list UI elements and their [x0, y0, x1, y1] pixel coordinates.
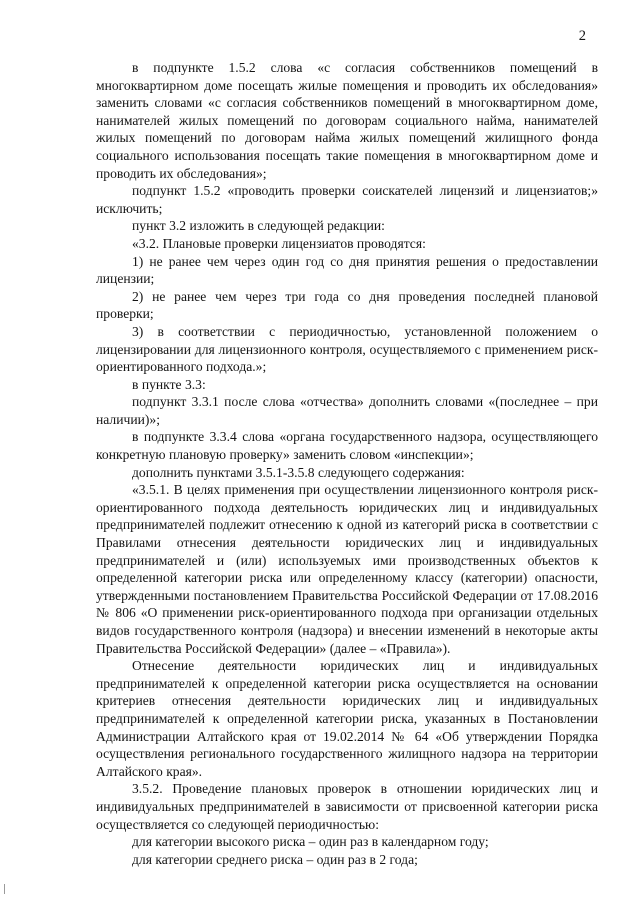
paragraph: для категории высокого риска – один раз в календарном году;	[132, 834, 489, 850]
paragraph: пункт 3.2 изложить в следующей редакции:	[132, 218, 385, 234]
paragraph: подпункт 3.3.1 после слова «отчества» дополнить словами «(последнее – при наличии)»;	[96, 394, 598, 427]
paragraph: Отнесение деятельности юридических лиц и индивидуальных предпринимателей к определенной категории риска осуществляется на основании критериев отнесения деятельности юридических лиц и индивидуальных предпринимателей к определенной категории риска, указанных в Постановлении Администрации Алтайского края от 19.02.2014 № 64 «Об утверждении Порядка осуществления регионального государственного жилищного надзора на территории Алтайского края».	[96, 658, 598, 779]
paragraph: в подпункте 1.5.2 слова «с согласия собственников помещений в многоквартирном доме посещать жилые помещения и проводить их обследования» заменить словами «с согласия собственников помещений в многоквартирном доме, нанимателей жилых помещений по договорам социального найма, нанимателей жилых помещений по договорам найма жилых помещений жилищного фонда социального использования посещать такие помещения в многоквартирном доме и проводить их обследования»;	[96, 60, 598, 181]
scan-edge-mark	[4, 884, 5, 894]
paragraph: «3.2. Плановые проверки лицензиатов проводятся:	[132, 235, 426, 251]
paragraph: 3.5.2. Проведение плановых проверок в отношении юридических лиц и индивидуальных предпринимателей в зависимости от присвоенной категории риска осуществляется со следующей периодичностью:	[96, 781, 598, 832]
paragraph: 2) не ранее чем через три года со дня проведения последней плановой проверки;	[96, 288, 598, 322]
page-number: 2	[578, 28, 586, 44]
paragraph: для категории среднего риска – один раз в 2 года;	[132, 851, 418, 867]
paragraph: в подпункте 3.3.4 слова «органа государственного надзора, осуществляющего конкретную плановую проверку» заменить словом «инспекции»;	[96, 429, 598, 463]
paragraph: в пункте 3.3:	[132, 376, 206, 392]
paragraph: дополнить пунктами 3.5.1-3.5.8 следующего содержания:	[132, 464, 465, 480]
paragraph: «3.5.1. В целях применения при осуществлении лицензионного контроля риск-ориентированного подхода деятельность юридических лиц и индивидуальных предпринимателей подлежит отнесению к одной из категорий риска в соответствии с Правилами отнесения деятельности юридических лиц и индивидуальных предпринимателей и (или) используемых ими производственных объектов к определенной категории риска или определенному классу (категории) опасности, утвержденными постановлением Правительства Российской Федерации от 17.08.2016 № 806 «О применении риск-ориентированного подхода при организации отдельных видов государственного контроля (надзора) и внесении изменений в некоторые акты Правительства Российской Федерации» (далее – «Правила»).	[96, 482, 598, 656]
paragraph: подпункт 1.5.2 «проводить проверки соискателей лицензий и лицензиатов;» исключить;	[96, 183, 598, 216]
paragraph: 1) не ранее чем через один год со дня принятия решения о предоставлении лицензии;	[96, 253, 598, 287]
document-body	[96, 59, 598, 868]
paragraph: 3) в соответствии с периодичностью, установленной положением о лицензировании для лицензионного контроля, осуществляемого с применением риск-ориентированного подхода.»;	[96, 323, 598, 375]
